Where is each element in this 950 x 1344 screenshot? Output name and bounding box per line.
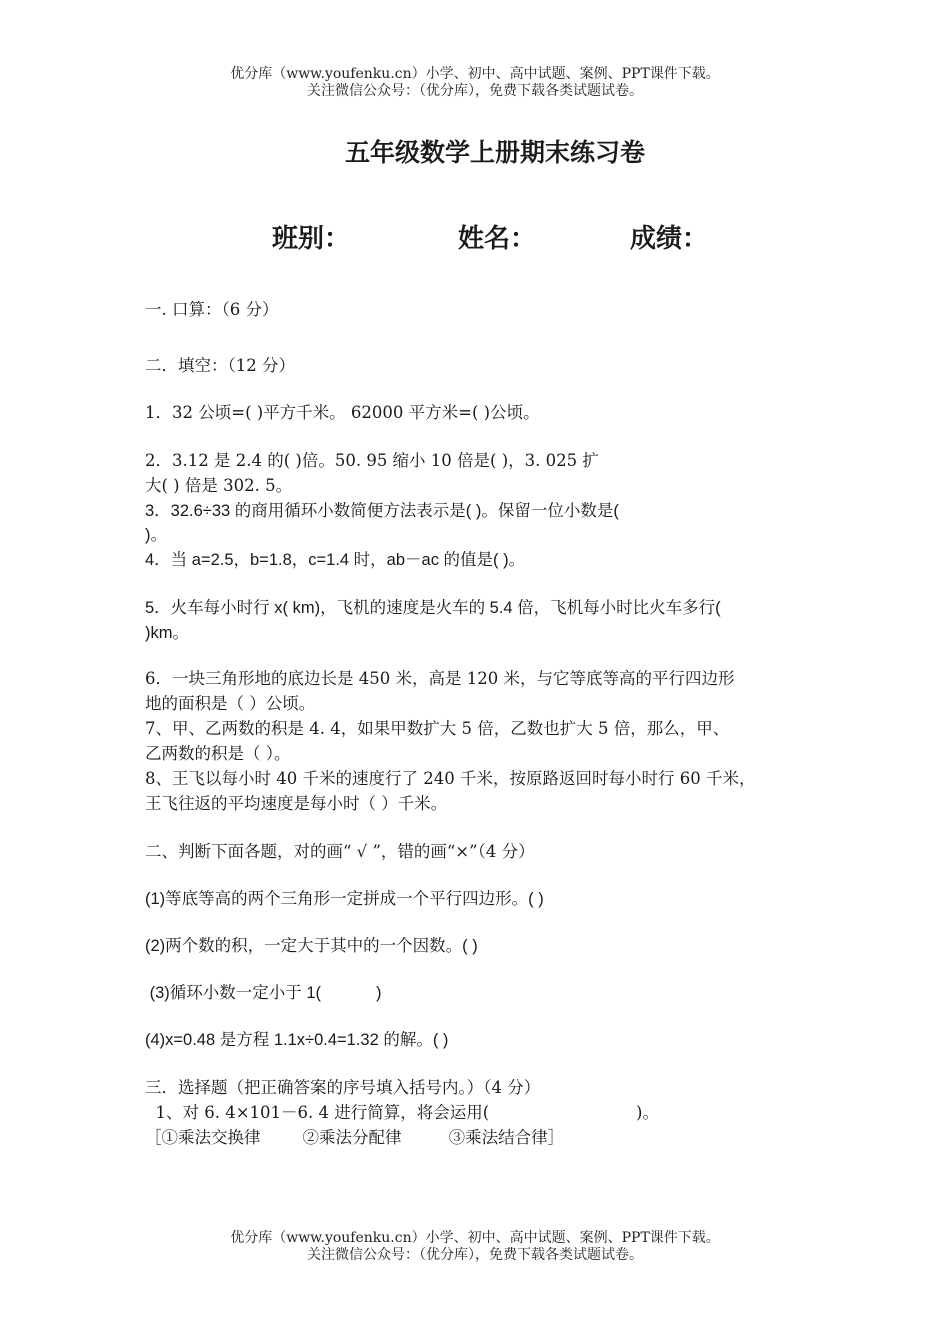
fill-question-3-line-2: )。 xyxy=(145,526,167,544)
fill-question-3-line-1: 3．32.6÷33 的商用循环小数简便方法表示是( )。保留一位小数是( xyxy=(145,502,619,520)
section-judge-heading: 二、判断下面各题，对的画“ √ ”，错的画“×”（4 分） xyxy=(145,842,535,861)
page-title: 五年级数学上册期末练习卷 xyxy=(344,138,645,167)
score-label: 成绩： xyxy=(630,224,709,254)
section-choice-heading: 三．选择题（把正确答案的序号填入括号内。）（4 分） xyxy=(145,1078,541,1097)
choice-question-1-options: ［①乘法交换律 ②乘法分配律 ③乘法结合律］ xyxy=(145,1128,565,1147)
fill-question-1: 1．32 公顷=( )平方千米。 62000 平方米=( )公顷。 xyxy=(145,403,540,422)
student-info-row xyxy=(0,218,950,258)
fill-question-8-line-1: 8、王飞以每小时 40 千米的速度行了 240 千米，按原路返回时每小时行 60 千米， xyxy=(145,769,756,788)
judge-item-3: (3)循环小数一定小于 1( ) xyxy=(145,984,382,1002)
fill-question-6-line-2: 地的面积是（ ）公顷。 xyxy=(145,694,316,713)
judge-item-4: (4)x=0.48 是方程 1.1x÷0.4=1.32 的解。( ) xyxy=(145,1031,449,1049)
fill-question-2-line-2: 大( ) 倍是 302. 5。 xyxy=(145,476,293,495)
fill-question-5-line-2: )km。 xyxy=(145,624,189,642)
name-label: 姓名： xyxy=(458,224,537,254)
fill-question-5-line-1: 5．火车每小时行 x( km)，飞机的速度是火车的 5.4 倍，飞机每小时比火车多行( xyxy=(145,599,721,617)
judge-item-2: (2)两个数的积，一定大于其中的一个因数。( ) xyxy=(145,937,478,955)
judge-item-1: (1)等底等高的两个三角形一定拼成一个平行四边形。( ) xyxy=(145,890,544,908)
class-label: 班别： xyxy=(272,224,351,254)
header-line-2: 关注微信公众号：（优分库），免费下载各类试题试卷。 xyxy=(307,83,643,99)
fill-question-8-line-2: 王飞往返的平均速度是每小时（ ）千米。 xyxy=(145,794,448,813)
fill-question-4: 4．当 a=2.5，b=1.8，c=1.4 时，ab－ac 的值是( )。 xyxy=(145,551,526,569)
footer-line-1: 优分库（www.youfenku.cn）小学、初中、高中试题、案例、PPT课件下载。 xyxy=(230,1230,720,1246)
section-fill-heading: 二．填空：（12 分） xyxy=(145,356,295,375)
header-line-1: 优分库（www.youfenku.cn）小学、初中、高中试题、案例、PPT课件下载。 xyxy=(230,66,720,82)
page-footer xyxy=(0,1230,950,1264)
fill-question-7-line-1: 7、甲、乙两数的积是 4. 4，如果甲数扩大 5 倍，乙数也扩大 5 倍，那么，甲、 xyxy=(145,719,730,738)
section-oral-heading: 一. 口算：（6 分） xyxy=(145,300,279,319)
footer-line-2: 关注微信公众号：（优分库），免费下载各类试题试卷。 xyxy=(307,1247,643,1263)
fill-question-2-line-1: 2．3.12 是 2.4 的( )倍。50. 95 缩小 10 倍是( )，3. 025 扩 xyxy=(145,451,599,470)
fill-question-6-line-1: 6．一块三角形地的底边长是 450 米，高是 120 米，与它等底等高的平行四边形 xyxy=(145,669,735,688)
page-header xyxy=(0,66,950,100)
fill-question-7-line-2: 乙两数的积是（ ）。 xyxy=(145,744,291,763)
choice-question-1: 1、对 6. 4×101－6. 4 进行简算，将会运用( )。 xyxy=(145,1103,659,1122)
